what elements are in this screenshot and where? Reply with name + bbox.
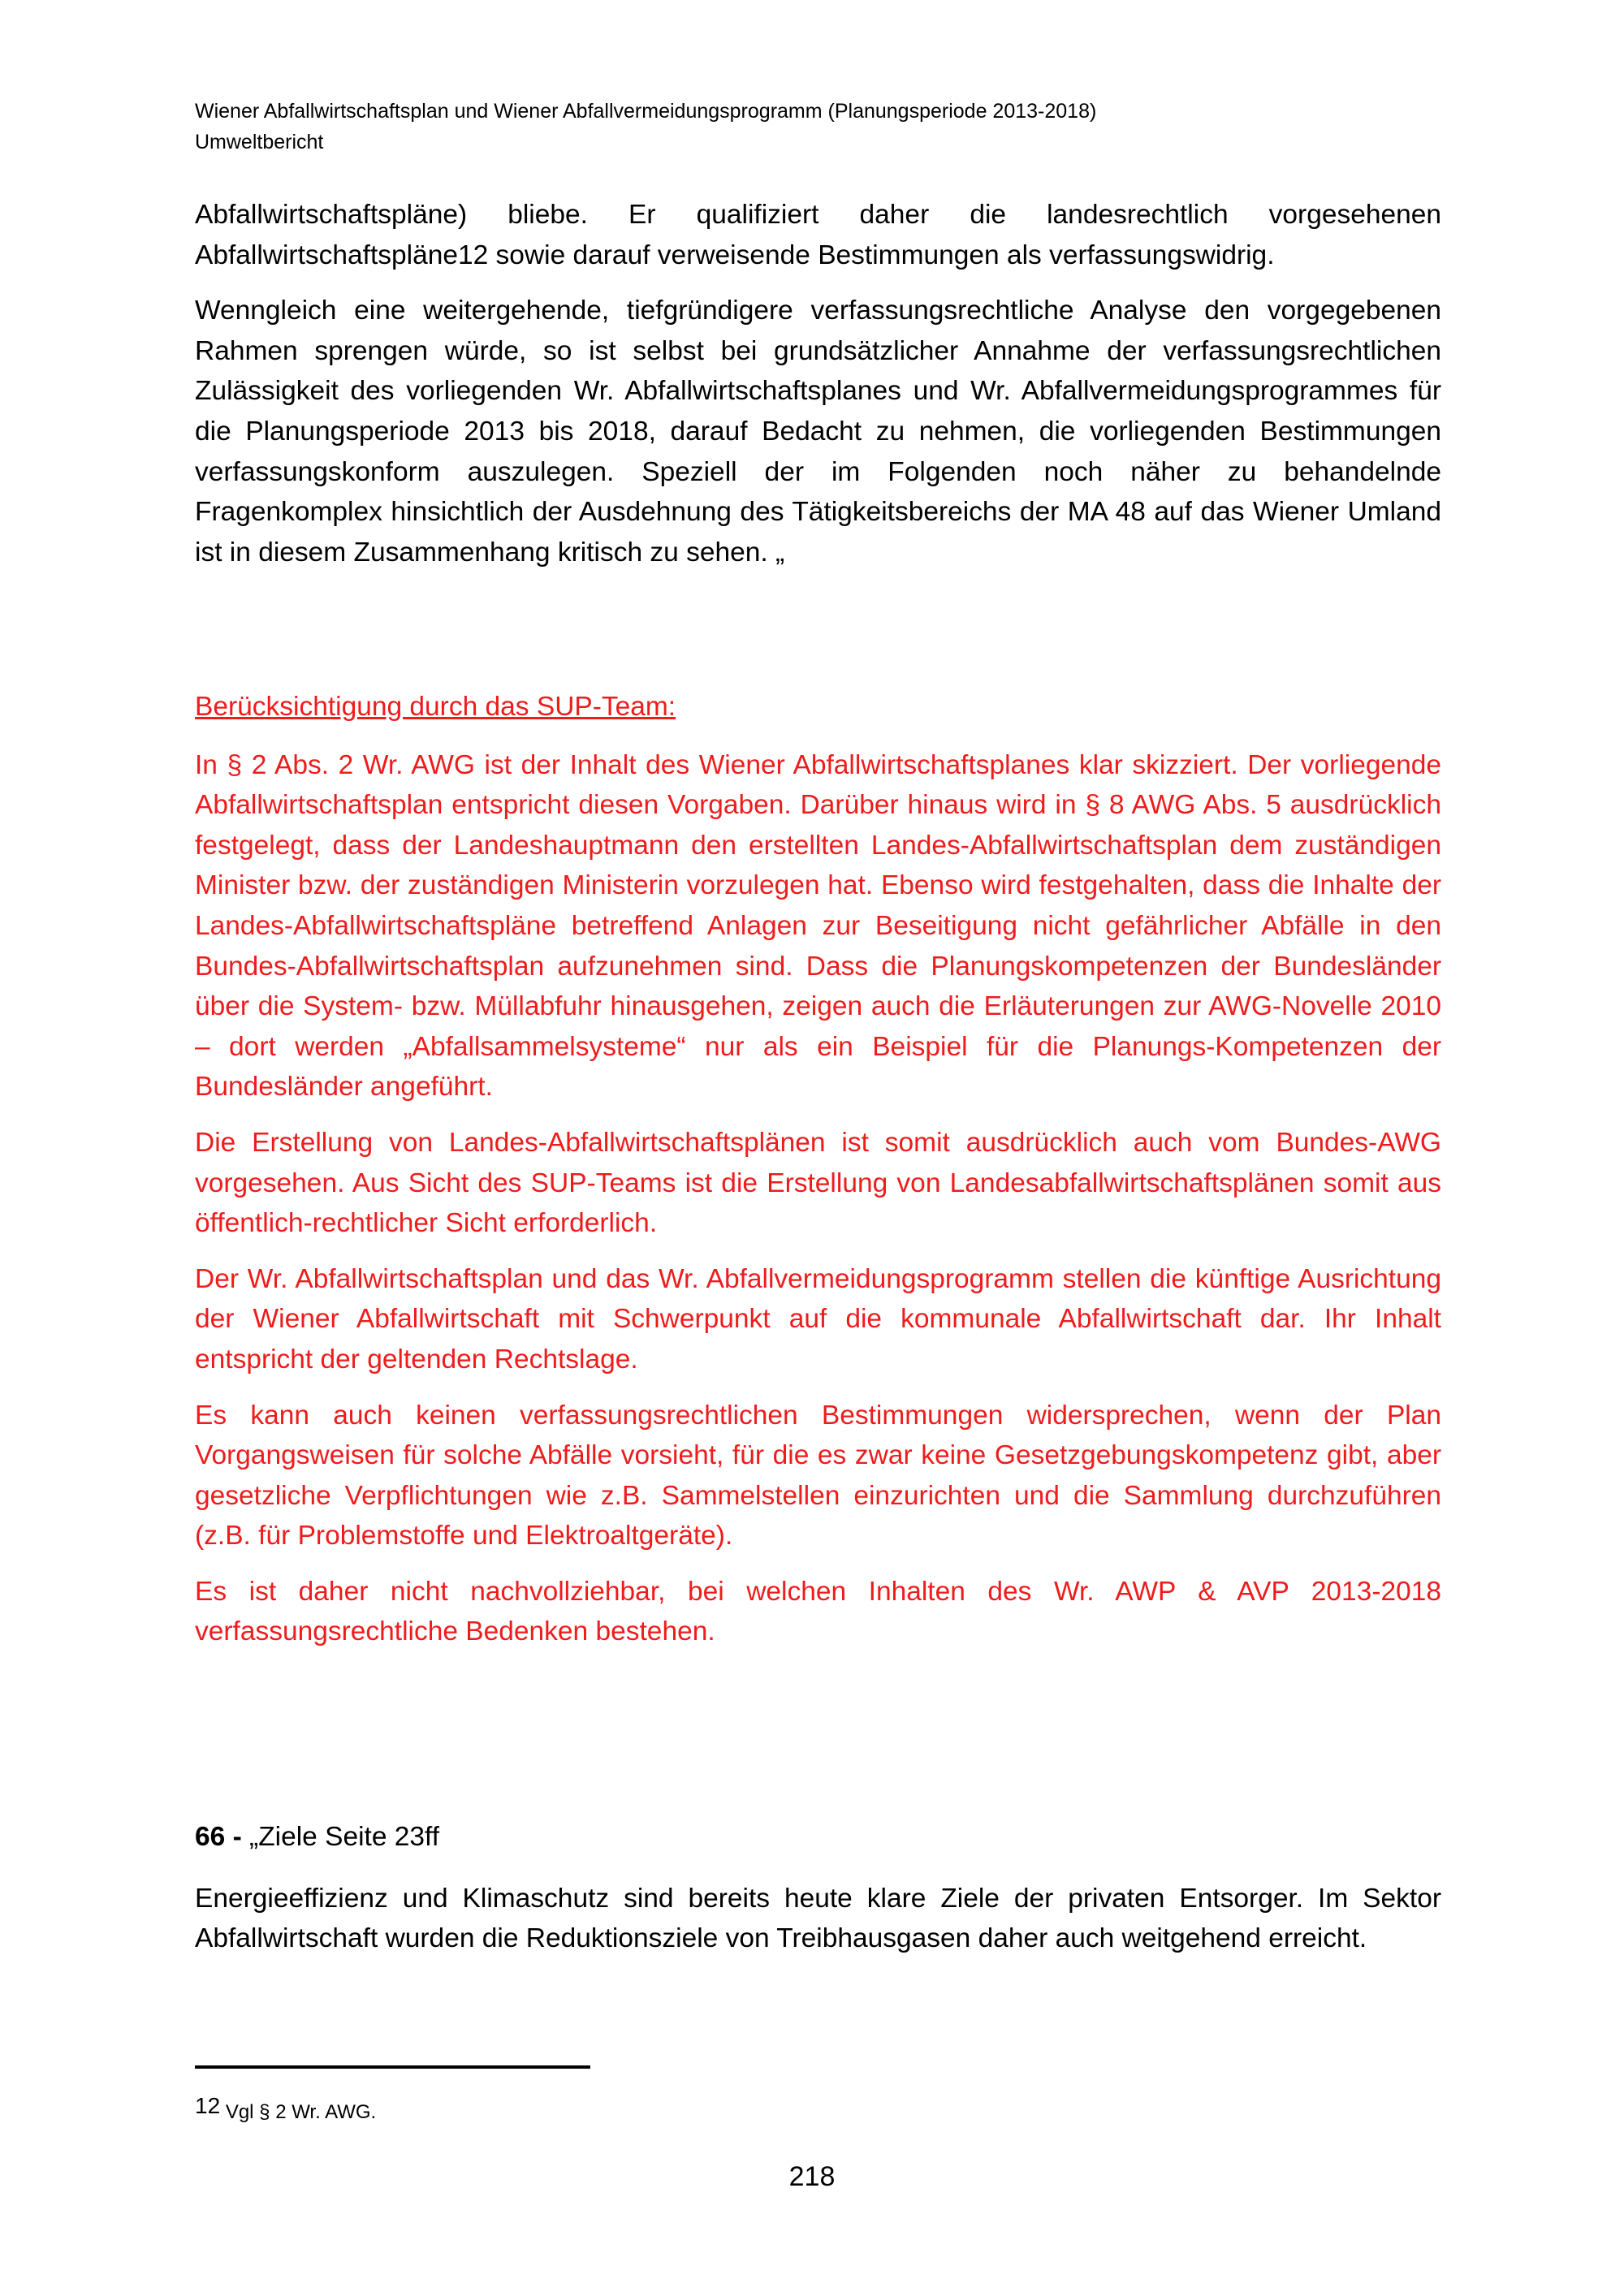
footnote <box>195 2093 376 2124</box>
item-66 <box>195 1817 1441 1974</box>
quote-paragraph: Wenngleich eine weitergehende, tiefgründigere verfassungsrechtliche Analyse den vorgegebenen Rahmen sprengen würde, so ist selbst bei grundsätzlicher Annahme der verfassungsrechtlichen Zulässigkeit des vorliegenden Wr. Abfallwirtschaftsplanes und Wr. Abfallvermeidungsprogrammes für die Planungsperiode 2013 bis 2018, darauf Bedacht zu nehmen, die vorliegenden Bestimmungen verfassungskonform auszulegen. Speziell der im Folgenden noch näher zu behandelnde Fragenkomplex hinsichtlich der Ausdehnung des Tätigkeitsbereichs der MA 48 auf das Wiener Umland ist in diesem Zusammenhang kritisch zu sehen. „ <box>195 296 1441 568</box>
quote-paragraph: Abfallwirtschaftspläne) bliebe. Er qualifiziert daher die landesrechtlich vorgesehenen Abfallwirtschaftspläne12 sowie darauf verweisende Bestimmungen als verfassungswidrig. <box>195 200 1441 270</box>
item-number: 66 - <box>195 1822 242 1852</box>
header-title: Wiener Abfallwirtschaftsplan und Wiener Abfallvermeidungsprogramm (Planungsperiode 2013-2018) <box>195 100 1097 123</box>
sup-team-response <box>195 687 1441 1668</box>
footnote-separator <box>195 2065 590 2069</box>
response-paragraph: Der Wr. Abfallwirtschaftsplan und das Wr. Abfallvermeidungsprogramm stellen die künftige Ausrichtung der Wiener Abfallwirtschaft mit Schwerpunkt auf die kommunale Abfallwirtschaft dar. Ihr Inhalt entspricht der geltenden Rechtslage. <box>195 1263 1441 1375</box>
response-paragraph: Es kann auch keinen verfassungsrechtlichen Bestimmungen widersprechen, wenn der Plan Vorgangsweisen für solche Abfälle vorsieht, für die es zwar keine Gesetzgebungskompetenz gibt, aber gesetzliche Verpflichtungen wie z.B. Sammelstellen einzurichten und die Sammlung durchzuführen (z.B. für Problemstoffe und Elektroaltgeräte). <box>195 1400 1441 1552</box>
quoted-statement <box>195 195 1441 588</box>
response-paragraph: In § 2 Abs. 2 Wr. AWG ist der Inhalt des Wiener Abfallwirtschaftsplanes klar skizziert. Der vorliegende Abfallwirtschaftsplan entspricht diesen Vorgaben. Darüber hinaus wird in § 8 AWG Abs. 5 ausdrücklich festgelegt, dass der Landeshauptmann den erstellten Landes-Abfallwirtschaftsplan dem zuständigen Minister bzw. der zuständigen Ministerin vorzulegen hat. Ebenso wird festgehalten, dass die Inhalte der Landes-Abfallwirtschaftspläne betreffend Anlagen zur Beseitigung nicht gefährlicher Abfälle in den Bundes-Abfallwirtschaftsplan aufzunehmen sind. Dass die Planungskompetenzen der Bundesländer über die System- bzw. Müllabfuhr hinausgehen, zeigen auch die Erläuterungen zur AWG-Novelle 2010 – dort werden „Abfallsammelsysteme“ nur als ein Beispiel für die Planungs-Kompetenzen der Bundesländer angeführt. <box>195 749 1441 1103</box>
header-subtitle: Umweltbericht <box>195 131 324 153</box>
item-body: Energieeffizienz und Klimaschutz sind bereits heute klare Ziele der privaten Entsorger. Im Sektor Abfallwirtschaft wurden die Reduktionsziele von Treibhausgasen daher auch weitgehend erreicht. <box>195 1883 1441 1954</box>
response-paragraph: Es ist daher nicht nachvollziehbar, bei welchen Inhalten des Wr. AWP & AVP 2013-2018 verfassungsrechtliche Bedenken bestehen. <box>195 1576 1441 1647</box>
footnote-mark: 12 <box>195 2093 221 2118</box>
item-title: „Ziele Seite 23ff <box>241 1822 440 1852</box>
response-paragraph: Die Erstellung von Landes-Abfallwirtschaftsplänen ist somit ausdrücklich auch vom Bundes-AWG vorgesehen. Aus Sicht des SUP-Teams ist die Erstellung von Landesabfallwirtschaftsplänen somit aus öffentlich-rechtlicher Sicht erforderlich. <box>195 1127 1441 1239</box>
running-header <box>195 96 1096 158</box>
response-heading: Berücksichtigung durch das SUP-Team: <box>195 692 676 722</box>
item-heading <box>195 1817 1441 1858</box>
page-number: 218 <box>788 2161 836 2192</box>
footnote-text: Vgl § 2 Wr. AWG. <box>220 2101 377 2123</box>
